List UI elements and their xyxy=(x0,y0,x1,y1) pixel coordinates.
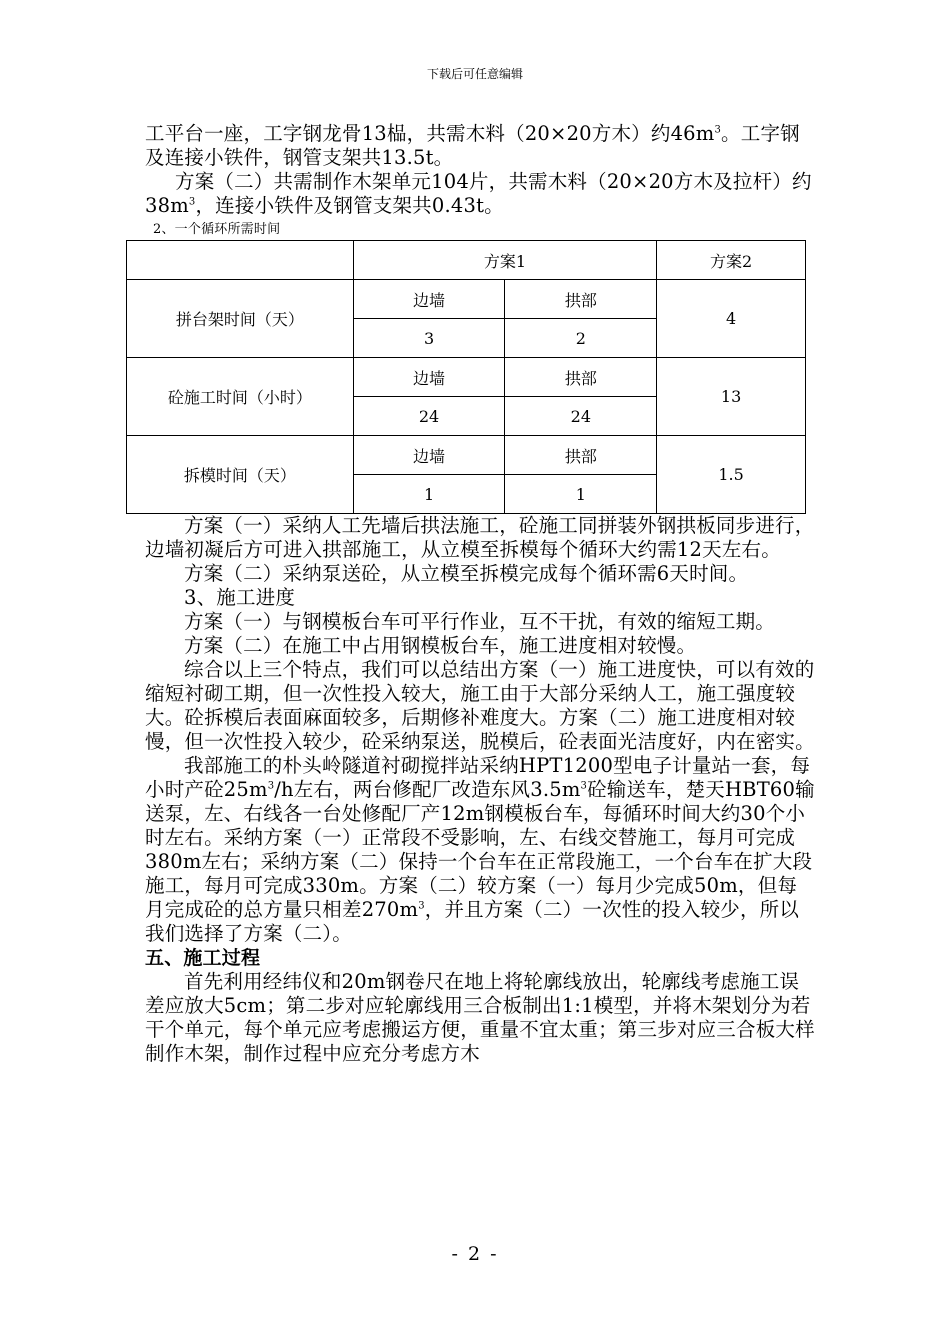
paragraph: 方案（二）采纳泵送砼，从立模至拆模完成每个循环需6天时间。 xyxy=(184,562,749,585)
subsection-heading: 3、施工进度 xyxy=(184,586,296,609)
table-row xyxy=(127,358,806,397)
table-row-label: 砼施工时间（小时） xyxy=(127,358,354,436)
paragraph: 方案（一）采纳人工先墙后拱法施工，砼施工同拼装外钢拱板同步进行，边墙初凝后方可进入拱部施工，从立模至拆模每个循环大约需12天左右。 xyxy=(145,514,815,561)
table-row-label: 拆模时间（天） xyxy=(127,436,354,514)
table-cell: 拱部 xyxy=(505,280,657,319)
paragraph: 工平台一座，工字钢龙骨13榀，共需木料（20×20方木）约$46m^3$。工字钢及连接小铁件，钢管支架共13.5t。 xyxy=(145,122,800,169)
page-number: - 2 - xyxy=(451,1243,499,1265)
table-cell: 13 xyxy=(657,358,806,436)
table-row xyxy=(127,241,806,280)
table-header: 方案2 xyxy=(657,241,806,280)
page-header: 下载后可任意编辑 xyxy=(426,67,523,81)
subsection-heading: 2、一个循环所需时间 xyxy=(153,222,281,237)
table-cell: 拱部 xyxy=(505,358,657,397)
paragraph: 方案（二）共需制作木架单元104片，共需木料（20×20方木及拉杆）约$38m^3$，连接小铁件及钢管支架共0.43t。 xyxy=(145,170,812,217)
table-cell: 24 xyxy=(353,397,505,436)
paragraph: 综合以上三个特点，我们可以总结出方案（一）施工进度快，可以有效的缩短衬砌工期，但一次性投入较大，施工由于大部分采纳人工，施工强度较大。砼拆模后表面麻面较多，后期修补难度大。方案（二）施工进度相对较慢，但一次性投入较少，砼采纳泵送，脱模后，砼表面光洁度好，内在密实。 xyxy=(145,658,815,753)
table-cell: 边墙 xyxy=(353,358,505,397)
paragraph: 我部施工的朴头岭隧道衬砌搅拌站采纳HPT1200型电子计量站一套，每小时产砼$25m^3/h$左右，两台修配厂改造东风$3.5m^3$砼输送车，楚天HBT60输送泵，左、右线各一台处修配厂产12m钢模板台车，每循环时间大约30个小时左右。采纳方案（一）正常段不受影响，左、右线交替施工，每月可完成380m左右；采纳方案（二）保持一个台车在正常段施工，一个台车在扩大段施工，每月可完成330m。方案（二）较方案（一）每月少完成50m，但每月完成砼的总方量只相差$270m^3$，并且方案（二）一次性的投入较少，所以我们选择了方案（二）。 xyxy=(145,754,815,945)
paragraph: 方案（二）在施工中占用钢模板台车，施工进度相对较慢。 xyxy=(184,634,697,657)
cycle-time-table xyxy=(126,240,806,514)
document-body xyxy=(145,122,815,1066)
table-row xyxy=(127,280,806,319)
table-cell: 拱部 xyxy=(505,436,657,475)
table-cell: 24 xyxy=(505,397,657,436)
table-cell: 1.5 xyxy=(657,436,806,514)
paragraph: 方案（一）与钢模板台车可平行作业，互不干扰，有效的缩短工期。 xyxy=(184,610,776,633)
table-cell: 3 xyxy=(353,319,505,358)
table-row xyxy=(127,436,806,475)
table-cell: 边墙 xyxy=(353,280,505,319)
table-cell: 4 xyxy=(657,280,806,358)
table-cell xyxy=(127,241,354,280)
table-row-label: 拼台架时间（天） xyxy=(127,280,354,358)
table-cell: 1 xyxy=(353,475,505,514)
section-heading: 五、施工过程 xyxy=(145,947,261,969)
table-header: 方案1 xyxy=(353,241,657,280)
table-cell: 2 xyxy=(505,319,657,358)
paragraph: 首先利用经纬仪和20m钢卷尺在地上将轮廓线放出，轮廓线考虑施工误差应放大5cm；第二步对应轮廓线用三合板制出1:1模型，并将木架划分为若干个单元，每个单元应考虑搬运方便，重量不宜太重；第三步对应三合板大样制作木架，制作过程中应充分考虑方木 xyxy=(145,970,815,1065)
table-cell: 1 xyxy=(505,475,657,514)
table-cell: 边墙 xyxy=(353,436,505,475)
